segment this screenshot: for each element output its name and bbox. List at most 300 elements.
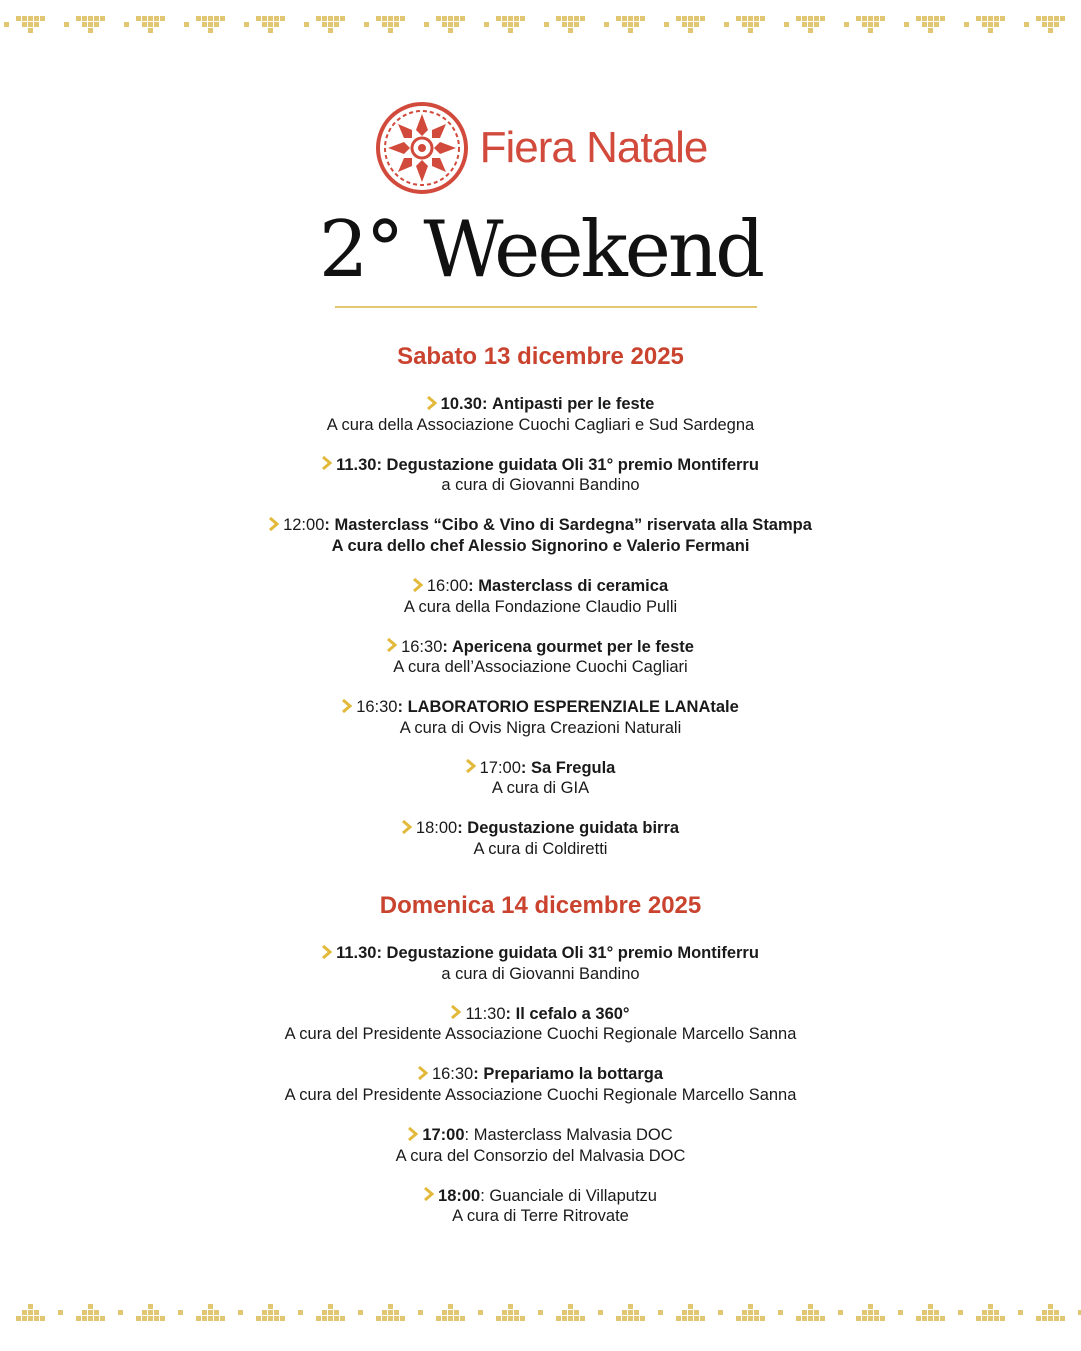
chevron-right-icon — [413, 577, 423, 597]
pattern-pixel — [394, 16, 399, 21]
event-time: 17:00 — [479, 758, 521, 777]
event-item — [0, 1004, 1081, 1045]
pattern-pixel — [868, 1316, 873, 1321]
pattern-pixel — [982, 22, 987, 27]
pattern-pixel — [508, 1316, 513, 1321]
pattern-pixel — [400, 16, 405, 21]
pattern-pixel — [148, 1310, 153, 1315]
pattern-pixel — [40, 1316, 45, 1321]
pattern-pixel — [802, 22, 807, 27]
pattern-pixel — [64, 22, 69, 27]
pattern-pixel — [676, 1316, 681, 1321]
event-title: : Degustazione guidata birra — [457, 819, 680, 838]
event-time: 12:00 — [283, 516, 325, 535]
pattern-pixel — [382, 1310, 387, 1315]
pattern-pixel — [1060, 16, 1065, 21]
pattern-pixel — [562, 16, 567, 21]
pattern-pixel — [508, 1310, 513, 1315]
pattern-pixel — [604, 22, 609, 27]
pattern-pixel — [574, 1316, 579, 1321]
pattern-pixel — [916, 16, 921, 21]
pattern-pixel — [688, 22, 693, 27]
pattern-pixel — [808, 28, 813, 33]
pattern-pixel — [376, 16, 381, 21]
pattern-pixel — [922, 22, 927, 27]
pattern-pixel — [880, 16, 885, 21]
pattern-pixel — [316, 16, 321, 21]
pattern-pixel — [316, 1316, 321, 1321]
pattern-pixel — [88, 1310, 93, 1315]
pattern-pixel — [256, 1316, 261, 1321]
pattern-pixel — [322, 22, 327, 27]
event-title: : Guanciale di Villaputzu — [480, 1186, 657, 1205]
pattern-pixel — [1054, 1310, 1059, 1315]
pattern-pixel — [502, 16, 507, 21]
pattern-pixel — [994, 1310, 999, 1315]
pattern-pixel — [76, 16, 81, 21]
pattern-pixel — [856, 16, 861, 21]
pattern-pixel — [622, 16, 627, 21]
pattern-pixel — [448, 28, 453, 33]
day-title-sunday: Domenica 14 dicembre 2025 — [379, 892, 702, 920]
pattern-pixel — [322, 1316, 327, 1321]
pattern-pixel — [280, 1316, 285, 1321]
pattern-pixel — [634, 1310, 639, 1315]
event-item — [0, 1125, 1081, 1166]
pattern-pixel — [934, 16, 939, 21]
event-credit: A cura dello chef Alessio Signorino e Valerio Fermani — [331, 536, 750, 555]
pattern-pixel — [814, 16, 819, 21]
pattern-pixel — [88, 28, 93, 33]
event-item — [0, 697, 1081, 738]
pattern-pixel — [268, 1316, 273, 1321]
pattern-pixel — [964, 22, 969, 27]
pattern-pixel — [82, 22, 87, 27]
pattern-pixel — [154, 22, 159, 27]
pattern-pixel — [748, 28, 753, 33]
pattern-pixel — [28, 16, 33, 21]
event-time: 11:30 — [465, 1004, 506, 1023]
pattern-pixel — [796, 16, 801, 21]
pattern-pixel — [568, 1310, 573, 1315]
pattern-pixel — [994, 16, 999, 21]
pattern-pixel — [868, 28, 873, 33]
pattern-pixel — [904, 22, 909, 27]
pattern-pixel — [382, 1316, 387, 1321]
event-time: 16:30 — [401, 637, 443, 656]
pattern-pixel — [262, 16, 267, 21]
pattern-pixel — [934, 1316, 939, 1321]
pattern-pixel — [208, 22, 213, 27]
pattern-pixel — [838, 1310, 843, 1315]
pattern-pixel — [694, 22, 699, 27]
pattern-pixel — [688, 1304, 693, 1309]
pattern-pixel — [262, 1316, 267, 1321]
pattern-pixel — [214, 1316, 219, 1321]
pattern-pixel — [100, 16, 105, 21]
pattern-pixel — [508, 16, 513, 21]
pattern-pixel — [808, 1304, 813, 1309]
pattern-pixel — [808, 16, 813, 21]
pattern-pixel — [214, 1310, 219, 1315]
pattern-pixel — [874, 1310, 879, 1315]
event-item — [0, 1186, 1081, 1227]
pattern-pixel — [328, 1310, 333, 1315]
chevron-right-icon — [387, 637, 397, 657]
pattern-pixel — [274, 1310, 279, 1315]
pattern-pixel — [862, 1316, 867, 1321]
pattern-pixel — [208, 16, 213, 21]
pattern-pixel — [508, 22, 513, 27]
pattern-pixel — [214, 16, 219, 21]
pattern-pixel — [556, 16, 561, 21]
pattern-pixel — [82, 1310, 87, 1315]
pattern-pixel — [394, 1316, 399, 1321]
pattern-pixel — [202, 1310, 207, 1315]
event-title: : Sa Fregula — [520, 758, 616, 777]
pattern-pixel — [34, 22, 39, 27]
pattern-pixel — [1042, 16, 1047, 21]
pattern-pixel — [274, 16, 279, 21]
pattern-pixel — [520, 16, 525, 21]
pattern-pixel — [328, 22, 333, 27]
event-item — [0, 943, 1081, 984]
pattern-pixel — [616, 16, 621, 21]
pattern-pixel — [400, 1316, 405, 1321]
pattern-pixel — [244, 22, 249, 27]
pattern-pixel — [748, 1304, 753, 1309]
pattern-pixel — [898, 1310, 903, 1315]
pattern-pixel — [88, 22, 93, 27]
day-title-saturday: Sabato 13 dicembre 2025 — [397, 343, 684, 370]
pattern-pixel — [148, 1304, 153, 1309]
pattern-pixel — [922, 1316, 927, 1321]
pattern-pixel — [28, 1310, 33, 1315]
pattern-pixel — [22, 1316, 27, 1321]
pattern-pixel — [928, 16, 933, 21]
pattern-pixel — [988, 1304, 993, 1309]
pattern-pixel — [388, 1304, 393, 1309]
pattern-pixel — [916, 1316, 921, 1321]
pattern-pixel — [634, 16, 639, 21]
chevron-right-icon — [466, 758, 476, 778]
pattern-pixel — [676, 16, 681, 21]
pattern-pixel — [748, 16, 753, 21]
pattern-pixel — [688, 1310, 693, 1315]
pattern-pixel — [664, 22, 669, 27]
pattern-pixel — [1000, 1316, 1005, 1321]
pattern-pixel — [856, 1316, 861, 1321]
pattern-pixel — [994, 1316, 999, 1321]
pattern-pixel — [874, 1316, 879, 1321]
pattern-pixel — [196, 16, 201, 21]
event-time: 11.30: — [336, 455, 382, 474]
pattern-pixel — [880, 1316, 885, 1321]
pattern-pixel — [328, 16, 333, 21]
event-title: Degustazione guidata Oli 31° premio Montiferru — [386, 455, 759, 474]
pattern-pixel — [448, 1310, 453, 1315]
event-item — [0, 394, 1081, 435]
pattern-pixel — [580, 1316, 585, 1321]
event-time: 18:00 — [438, 1186, 481, 1205]
pattern-pixel — [742, 1316, 747, 1321]
pattern-pixel — [322, 16, 327, 21]
chevron-right-icon — [322, 455, 332, 475]
pattern-pixel — [148, 28, 153, 33]
pattern-pixel — [94, 1310, 99, 1315]
pattern-pixel — [82, 1316, 87, 1321]
event-item — [0, 515, 1081, 556]
pattern-pixel — [598, 1310, 603, 1315]
pattern-pixel — [682, 16, 687, 21]
pattern-pixel — [82, 16, 87, 21]
pattern-pixel — [76, 1316, 81, 1321]
pattern-pixel — [220, 1316, 225, 1321]
pattern-pixel — [520, 1316, 525, 1321]
pattern-pixel — [568, 1304, 573, 1309]
pattern-pixel — [688, 1316, 693, 1321]
pattern-pixel — [502, 1310, 507, 1315]
pattern-pixel — [154, 1316, 159, 1321]
pattern-pixel — [988, 1316, 993, 1321]
event-title: : Il cefalo a 360° — [505, 1004, 630, 1023]
bottom-pattern-border — [0, 1296, 1081, 1340]
program-list — [0, 340, 1081, 1246]
event-title: Degustazione guidata Oli 31° premio Montiferru — [386, 944, 759, 963]
chevron-right-icon — [269, 516, 279, 536]
pattern-pixel — [1048, 28, 1053, 33]
pattern-pixel — [28, 28, 33, 33]
pattern-pixel — [448, 1316, 453, 1321]
pattern-pixel — [322, 1310, 327, 1315]
pattern-pixel — [508, 1304, 513, 1309]
event-title: : Prepariamo la bottarga — [473, 1065, 664, 1084]
pattern-pixel — [748, 1316, 753, 1321]
pattern-pixel — [922, 1310, 927, 1315]
pattern-pixel — [616, 1316, 621, 1321]
pattern-pixel — [460, 1316, 465, 1321]
pattern-pixel — [574, 16, 579, 21]
pattern-pixel — [328, 1316, 333, 1321]
pattern-pixel — [700, 16, 705, 21]
event-item — [0, 455, 1081, 496]
pattern-pixel — [334, 1316, 339, 1321]
pattern-pixel — [694, 16, 699, 21]
pattern-pixel — [1054, 16, 1059, 21]
event-credit: A cura di Terre Ritrovate — [452, 1207, 629, 1226]
pattern-pixel — [136, 16, 141, 21]
pattern-pixel — [274, 22, 279, 27]
pattern-pixel — [862, 16, 867, 21]
event-title: : LABORATORIO ESPERENZIALE LANAtale — [397, 698, 739, 717]
pattern-pixel — [100, 1316, 105, 1321]
pattern-pixel — [514, 16, 519, 21]
chevron-right-icon — [427, 395, 437, 415]
page-headline: 2° Weekend — [318, 205, 763, 295]
pattern-pixel — [208, 1316, 213, 1321]
pattern-pixel — [262, 1310, 267, 1315]
brand-name: Fiera Natale — [479, 123, 708, 172]
pattern-pixel — [658, 1310, 663, 1315]
event-item — [0, 576, 1081, 617]
pattern-pixel — [862, 1310, 867, 1315]
pattern-pixel — [514, 1310, 519, 1315]
pattern-pixel — [88, 1304, 93, 1309]
pattern-pixel — [508, 28, 513, 33]
pattern-pixel — [844, 22, 849, 27]
pattern-pixel — [328, 28, 333, 33]
pattern-pixel — [784, 22, 789, 27]
pattern-pixel — [142, 16, 147, 21]
pattern-pixel — [238, 1310, 243, 1315]
pattern-pixel — [1048, 1304, 1053, 1309]
pattern-pixel — [202, 16, 207, 21]
pattern-pixel — [802, 1316, 807, 1321]
pattern-pixel — [742, 22, 747, 27]
pattern-pixel — [40, 16, 45, 21]
pattern-pixel — [700, 1316, 705, 1321]
pattern-pixel — [802, 1310, 807, 1315]
pattern-pixel — [334, 1310, 339, 1315]
pattern-pixel — [760, 1316, 765, 1321]
pattern-pixel — [268, 1304, 273, 1309]
pattern-pixel — [754, 1316, 759, 1321]
pattern-pixel — [388, 22, 393, 27]
event-credit: A cura dell’Associazione Cuochi Cagliari — [393, 658, 688, 677]
pattern-pixel — [298, 1310, 303, 1315]
rosette-emblem-icon — [374, 100, 470, 196]
gold-divider — [335, 306, 757, 308]
pattern-pixel — [334, 16, 339, 21]
pattern-pixel — [814, 1310, 819, 1315]
pattern-pixel — [448, 1304, 453, 1309]
pattern-pixel — [1048, 22, 1053, 27]
pattern-pixel — [736, 16, 741, 21]
pattern-pixel — [34, 1310, 39, 1315]
pattern-pixel — [160, 1316, 165, 1321]
event-time: 10.30: — [440, 395, 488, 413]
event-credit: A cura del Presidente Associazione Cuochi Regionale Marcello Sanna — [284, 1086, 797, 1105]
pattern-pixel — [94, 16, 99, 21]
event-credit: A cura di GIA — [491, 779, 590, 798]
pattern-pixel — [454, 1310, 459, 1315]
pattern-pixel — [928, 1304, 933, 1309]
pattern-pixel — [742, 16, 747, 21]
event-credit: A cura del Presidente Associazione Cuochi Regionale Marcello Sanna — [284, 1025, 797, 1044]
chevron-right-icon — [322, 944, 332, 964]
pattern-pixel — [28, 22, 33, 27]
event-time: 18:00 — [415, 819, 458, 838]
pattern-pixel — [982, 1316, 987, 1321]
pattern-pixel — [562, 22, 567, 27]
pattern-pixel — [868, 1304, 873, 1309]
pattern-pixel — [922, 16, 927, 21]
pattern-pixel — [988, 1310, 993, 1315]
pattern-pixel — [256, 16, 261, 21]
pattern-pixel — [682, 1310, 687, 1315]
top-pattern-border — [0, 10, 1081, 54]
pattern-pixel — [814, 1316, 819, 1321]
pattern-pixel — [736, 1316, 741, 1321]
pattern-pixel — [34, 16, 39, 21]
pattern-pixel — [988, 22, 993, 27]
pattern-pixel — [268, 22, 273, 27]
chevron-right-icon — [418, 1065, 428, 1085]
event-title: : Apericena gourmet per le feste — [442, 637, 694, 656]
pattern-pixel — [394, 1310, 399, 1315]
pattern-pixel — [868, 1310, 873, 1315]
pattern-pixel — [1000, 16, 1005, 21]
pattern-pixel — [622, 1316, 627, 1321]
pattern-pixel — [982, 16, 987, 21]
pattern-pixel — [862, 22, 867, 27]
pattern-pixel — [268, 16, 273, 21]
pattern-pixel — [220, 16, 225, 21]
chevron-right-icon — [402, 819, 412, 839]
pattern-pixel — [718, 1310, 723, 1315]
chevron-right-icon — [408, 1126, 418, 1146]
pattern-pixel — [382, 16, 387, 21]
pattern-pixel — [1048, 1316, 1053, 1321]
pattern-pixel — [940, 1316, 945, 1321]
pattern-pixel — [484, 22, 489, 27]
pattern-pixel — [94, 1316, 99, 1321]
pattern-pixel — [802, 16, 807, 21]
pattern-pixel — [142, 1316, 147, 1321]
pattern-pixel — [436, 1316, 441, 1321]
pattern-pixel — [628, 28, 633, 33]
pattern-pixel — [214, 22, 219, 27]
pattern-pixel — [928, 22, 933, 27]
pattern-pixel — [1036, 16, 1041, 21]
pattern-pixel — [1042, 1316, 1047, 1321]
pattern-pixel — [442, 22, 447, 27]
brand-logo — [0, 100, 1081, 196]
pattern-pixel — [754, 22, 759, 27]
pattern-pixel — [16, 16, 21, 21]
chevron-right-icon — [451, 1004, 461, 1024]
pattern-pixel — [448, 22, 453, 27]
pattern-pixel — [460, 16, 465, 21]
pattern-pixel — [340, 1316, 345, 1321]
pattern-pixel — [4, 22, 9, 27]
event-time: 17:00 — [422, 1126, 465, 1145]
pattern-pixel — [268, 1310, 273, 1315]
pattern-pixel — [628, 1310, 633, 1315]
pattern-pixel — [688, 28, 693, 33]
pattern-pixel — [928, 1316, 933, 1321]
pattern-pixel — [796, 1316, 801, 1321]
pattern-pixel — [808, 22, 813, 27]
pattern-pixel — [454, 1316, 459, 1321]
pattern-pixel — [328, 1304, 333, 1309]
pattern-pixel — [976, 16, 981, 21]
pattern-pixel — [874, 22, 879, 27]
event-time: 16:30 — [356, 698, 398, 717]
pattern-pixel — [1042, 22, 1047, 27]
pattern-pixel — [934, 1310, 939, 1315]
pattern-pixel — [982, 1310, 987, 1315]
pattern-pixel — [628, 22, 633, 27]
pattern-pixel — [544, 22, 549, 27]
pattern-pixel — [124, 22, 129, 27]
pattern-pixel — [22, 22, 27, 27]
pattern-pixel — [382, 22, 387, 27]
pattern-pixel — [274, 1316, 279, 1321]
event-credit: A cura di Coldiretti — [473, 840, 608, 859]
event-item — [0, 637, 1081, 678]
event-title: : Masterclass “Cibo & Vino di Sardegna” riservata alla Stampa — [324, 516, 812, 535]
